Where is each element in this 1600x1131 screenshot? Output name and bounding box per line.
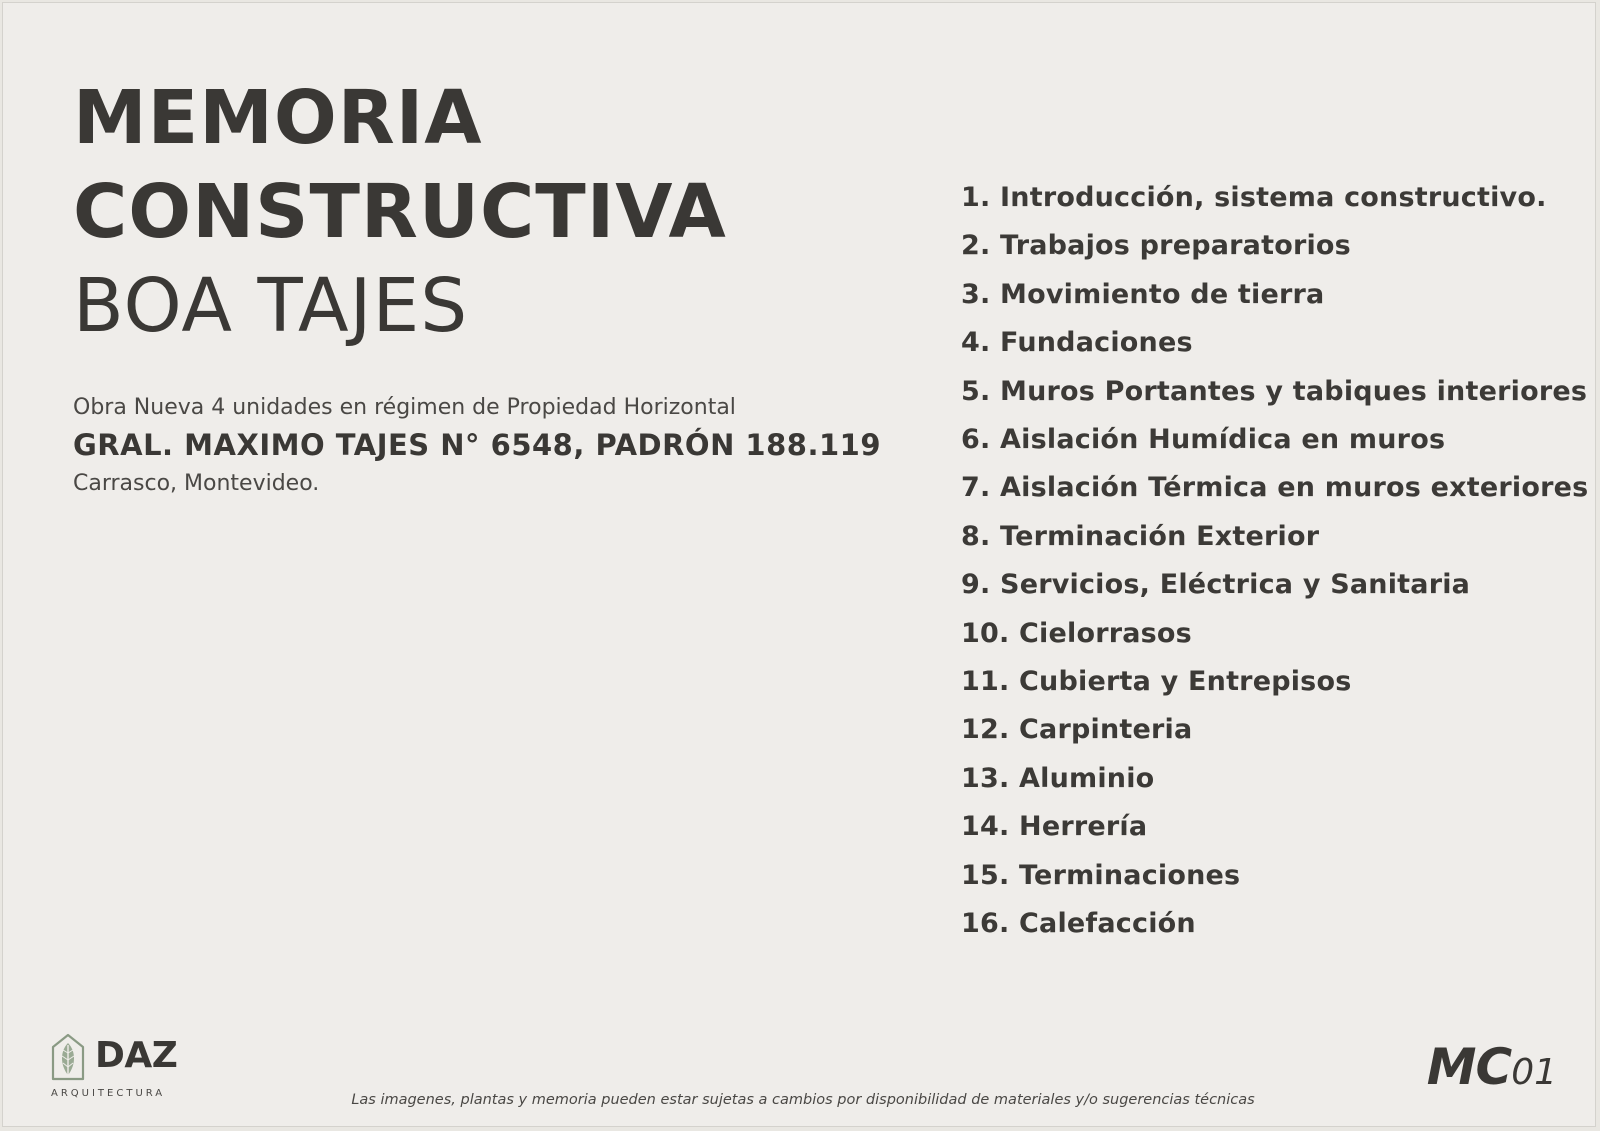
- project-name: BOA TAJES: [73, 263, 469, 349]
- toc-item: 5. Muros Portantes y tabiques interiores: [961, 375, 1588, 407]
- page-code: [1427, 1038, 1557, 1096]
- toc-item: 8. Terminación Exterior: [961, 520, 1320, 552]
- toc-item: 11. Cubierta y Entrepisos: [961, 666, 1352, 698]
- toc-item: 15. Terminaciones: [961, 859, 1241, 891]
- leaf-icon: [49, 1033, 87, 1083]
- toc-item: 7. Aislación Térmica en muros exteriores: [961, 472, 1589, 504]
- toc-item: 12. Carpinteria: [961, 714, 1193, 746]
- logo-name: DAZ: [95, 1035, 178, 1076]
- page-code-prefix: MC: [1426, 1038, 1512, 1096]
- toc-item: 16. Calefacción: [961, 908, 1196, 940]
- page-code-number: 01: [1511, 1052, 1557, 1093]
- project-address: GRAL. MAXIMO TAJES N° 6548, PADRÓN 188.119: [73, 428, 882, 462]
- toc-item: 13. Aluminio: [961, 762, 1155, 794]
- title-block: [73, 71, 727, 353]
- logo-subtitle: ARQUITECTURA: [51, 1088, 166, 1099]
- toc-item: 10. Cielorrasos: [961, 617, 1192, 649]
- title-line-2: CONSTRUCTIVA: [73, 169, 727, 255]
- disclaimer: Las imagenes, plantas y memoria pueden estar sujetas a cambios por disponibilidad de materiales y/o sugerencias técnicas: [351, 1092, 1255, 1108]
- toc-item: 1. Introducción, sistema constructivo.: [961, 182, 1547, 213]
- toc-item: 3. Movimiento de tierra: [961, 278, 1325, 310]
- project-location: Carrasco, Montevideo.: [73, 471, 320, 496]
- toc-item: 9. Servicios, Eléctrica y Sanitaria: [961, 569, 1471, 601]
- toc-item: 14. Herrería: [961, 811, 1148, 843]
- toc-item: 6. Aislación Humídica en muros: [961, 424, 1446, 456]
- toc-item: 4. Fundaciones: [961, 327, 1193, 359]
- project-type: Obra Nueva 4 unidades en régimen de Propiedad Horizontal: [73, 395, 736, 420]
- table-of-contents: [961, 174, 1588, 949]
- toc-item: 2. Trabajos preparatorios: [961, 230, 1351, 262]
- title-line-1: MEMORIA: [73, 75, 483, 161]
- document-sheet: [2, 2, 1596, 1127]
- project-info: [73, 393, 881, 501]
